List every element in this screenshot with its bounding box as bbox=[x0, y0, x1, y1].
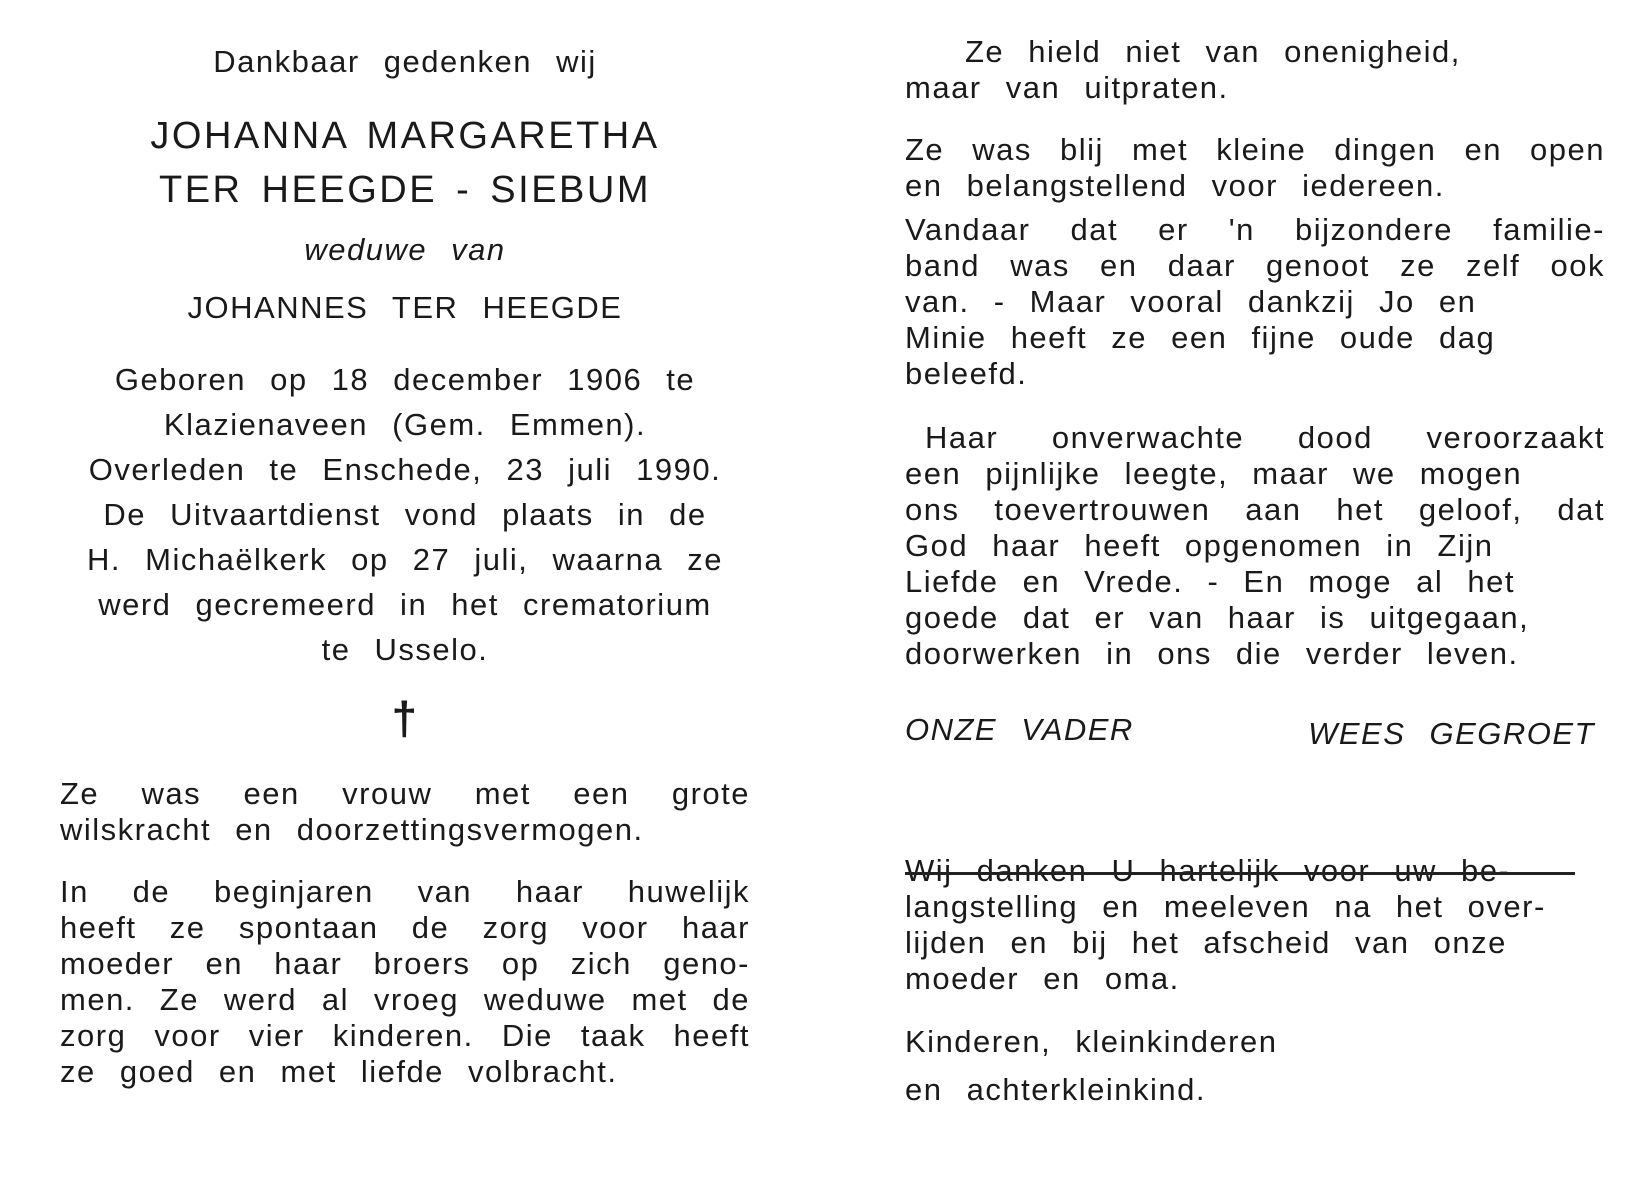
prayer-onze-vader: ONZE VADER bbox=[905, 712, 1134, 747]
birth-line: Geboren op 18 december 1906 te bbox=[114, 362, 696, 397]
paragraph-line: goede dat er van haar is uitgegaan, bbox=[905, 600, 1530, 635]
paragraph-line: Haar onverwachte dood veroorzaakt bbox=[925, 420, 1605, 455]
service-line-4: te Usselo. bbox=[321, 632, 489, 667]
paragraph-line: maar van uitpraten. bbox=[905, 70, 1229, 105]
cross-icon: † bbox=[391, 692, 419, 744]
deceased-given-names: JOHANNA MARGARETHA bbox=[150, 115, 660, 157]
paragraph-line: Ze was blij met kleine dingen en open bbox=[905, 132, 1605, 167]
widow-of-label: weduwe van bbox=[304, 232, 506, 267]
paragraph-line: en belangstellend voor iedereen. bbox=[905, 168, 1445, 203]
signature-line: en achterkleinkind. bbox=[905, 1072, 1206, 1107]
service-line-1: De Uitvaartdienst vond plaats in de bbox=[103, 497, 707, 532]
spouse-name: JOHANNES TER HEEGDE bbox=[187, 290, 623, 325]
paragraph-line: een pijnlijke leegte, maar we mogen bbox=[905, 456, 1523, 491]
paragraph-line: men. Ze werd al vroeg weduwe met de bbox=[60, 982, 750, 1017]
thanks-line: Wij danken U hartelijk voor uw be- bbox=[905, 853, 1511, 888]
deceased-surname: TER HEEGDE - SIEBUM bbox=[159, 169, 651, 211]
paragraph-line: Liefde en Vrede. - En moge al het bbox=[905, 564, 1515, 599]
paragraph-line: ons toevertrouwen aan het geloof, dat bbox=[905, 492, 1605, 527]
thanks-line: lijden en bij het afscheid van onze bbox=[905, 925, 1507, 960]
paragraph-line: Vandaar dat er 'n bijzondere familie- bbox=[905, 212, 1605, 247]
paragraph-line: moeder en haar broers op zich geno- bbox=[60, 946, 750, 981]
service-line-2: H. Michaëlkerk op 27 juli, waarna ze bbox=[87, 542, 723, 577]
paragraph-line: Ze was een vrouw met een grote bbox=[60, 776, 750, 811]
paragraph-line: God haar heeft opgenomen in Zijn bbox=[905, 528, 1494, 563]
paragraph-line: wilskracht en doorzettingsvermogen. bbox=[60, 812, 644, 847]
thanks-line: langstelling en meeleven na het over- bbox=[905, 889, 1546, 924]
paragraph-line: doorwerken in ons die verder leven. bbox=[905, 636, 1519, 671]
signature-line: Kinderen, kleinkinderen bbox=[905, 1024, 1278, 1059]
paragraph-line: heeft ze spontaan de zorg voor haar bbox=[60, 910, 750, 945]
paragraph-line: ze goed en met liefde volbracht. bbox=[60, 1054, 618, 1089]
prayer-wees-gegroet: WEES GEGROET bbox=[1308, 716, 1595, 751]
paragraph-line: beleefd. bbox=[905, 356, 1028, 391]
death-line: Overleden te Enschede, 23 juli 1990. bbox=[88, 452, 722, 487]
paragraph-line: Minie heeft ze een fijne oude dag bbox=[905, 320, 1496, 355]
paragraph-line: zorg voor vier kinderen. Die taak heeft bbox=[60, 1018, 750, 1053]
paragraph-line: In de beginjaren van haar huwelijk bbox=[60, 874, 750, 909]
section-divider bbox=[905, 872, 1575, 875]
paragraph-line: Ze hield niet van onenigheid, bbox=[965, 34, 1461, 69]
paragraph-line: band was en daar genoot ze zelf ook bbox=[905, 248, 1605, 283]
paragraph-line: van. - Maar vooral dankzij Jo en bbox=[905, 284, 1477, 319]
birthplace-line: Klazienaveen (Gem. Emmen). bbox=[163, 407, 647, 442]
service-line-3: werd gecremeerd in het crematorium bbox=[98, 587, 712, 622]
intro-line: Dankbaar gedenken wij bbox=[213, 44, 597, 79]
thanks-line: moeder en oma. bbox=[905, 961, 1180, 996]
